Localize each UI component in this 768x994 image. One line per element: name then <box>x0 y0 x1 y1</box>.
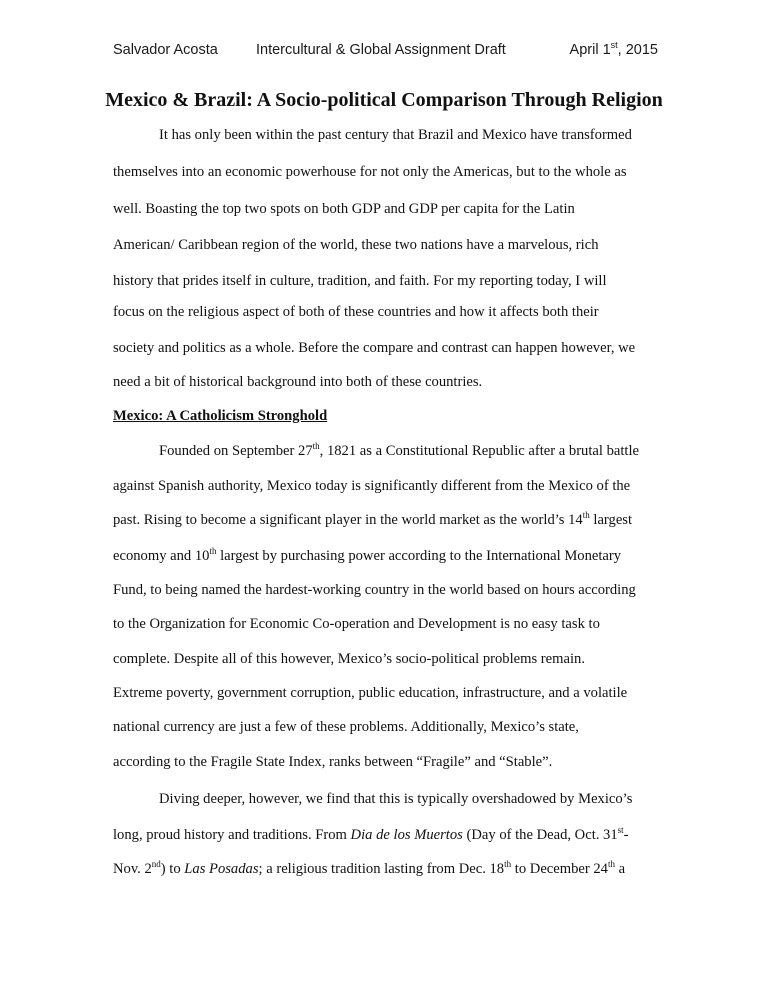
intro-line-1: It has only been within the past century that Brazil and Mexico have transformed <box>159 127 632 143</box>
header-author: Salvador Acosta <box>113 42 218 58</box>
p3-line-2: long, proud history and traditions. From Dia de los Muertos (Day of the Dead, Oct. 31st- <box>113 825 629 843</box>
section-heading: Mexico: A Catholicism Stronghold <box>113 408 328 424</box>
p3-line-1: Diving deeper, however, we find that this is typically overshadowed by Mexico’s <box>159 791 633 807</box>
intro-line-5: history that prides itself in culture, tradition, and faith. For my reporting today, I will <box>113 273 607 289</box>
header-course: Intercultural & Global Assignment Draft <box>256 42 506 58</box>
p2-line-6: to the Organization for Economic Co-operation and Development is no easy task to <box>113 616 600 632</box>
p3-line-3: Nov. 2nd) to Las Posadas; a religious tradition lasting from Dec. 18th to December 24th a <box>113 859 626 877</box>
intro-line-3: well. Boasting the top two spots on both GDP and GDP per capita for the Latin <box>113 201 575 217</box>
intro-line-6: focus on the religious aspect of both of these countries and how it affects both their <box>113 304 599 320</box>
p2-line-4: economy and 10th largest by purchasing power according to the International Monetary <box>113 546 622 564</box>
p2-line-10: according to the Fragile State Index, ranks between “Fragile” and “Stable”. <box>113 754 553 770</box>
intro-line-8: need a bit of historical background into both of these countries. <box>113 374 483 390</box>
header-date: April 1st, 2015 <box>569 40 658 58</box>
intro-line-4: American/ Caribbean region of the world, these two nations have a marvelous, rich <box>113 237 599 253</box>
page-header <box>113 42 658 64</box>
p2-line-5: Fund, to being named the hardest-working country in the world based on hours according <box>113 582 636 598</box>
document-title: Mexico & Brazil: A Socio-political Comparison Through Religion <box>105 89 663 111</box>
intro-line-2: themselves into an economic powerhouse for not only the Americas, but to the whole as <box>113 164 627 180</box>
p2-line-7: complete. Despite all of this however, Mexico’s socio-political problems remain. <box>113 651 585 667</box>
p2-line-1: Founded on September 27th, 1821 as a Constitutional Republic after a brutal battle <box>159 441 640 459</box>
p2-line-8: Extreme poverty, government corruption, public education, infrastructure, and a volatile <box>113 685 628 701</box>
intro-line-7: society and politics as a whole. Before the compare and contrast can happen however, we <box>113 340 636 356</box>
p2-line-2: against Spanish authority, Mexico today is significantly different from the Mexico of the <box>113 478 631 494</box>
p2-line-3: past. Rising to become a significant player in the world market as the world’s 14th largest <box>113 510 633 528</box>
p2-line-9: national currency are just a few of these problems. Additionally, Mexico’s state, <box>113 719 579 735</box>
